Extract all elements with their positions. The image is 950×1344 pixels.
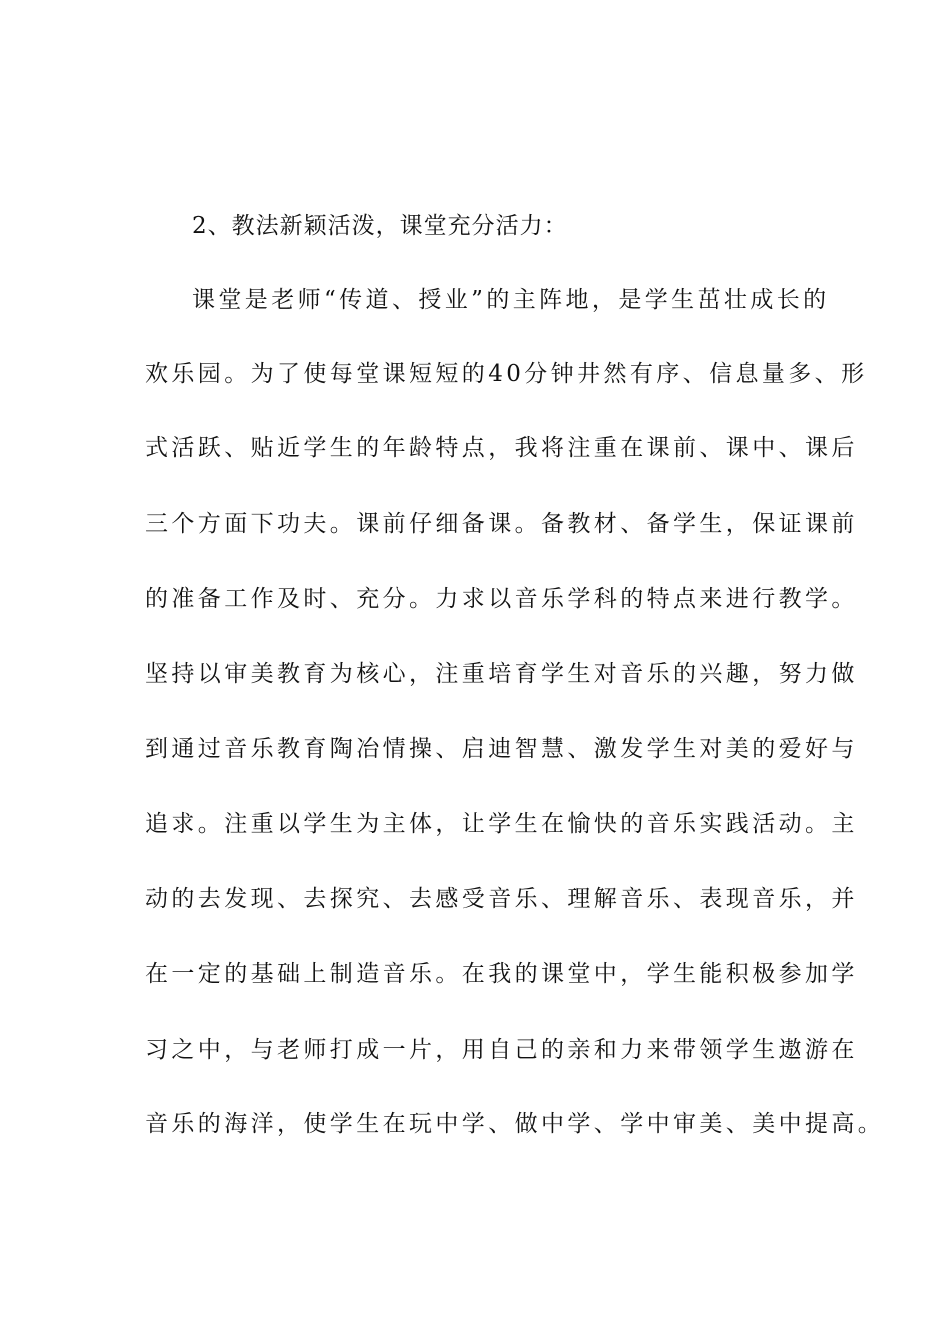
section-heading: 2、教法新颖活泼，课堂充分活力： <box>192 213 568 239</box>
paragraph-line: 课堂是老师“传道、授业”的主阵地，是学生茁壮成长的 <box>192 287 830 313</box>
paragraph-line: 在一定的基础上制造音乐。在我的课堂中，学生能积极参加学 <box>145 961 858 987</box>
paragraph-line: 三个方面下功夫。课前仔细备课。备教材、备学生，保证课前 <box>145 511 858 537</box>
paragraph-line: 式活跃、贴近学生的年龄特点，我将注重在课前、课中、课后 <box>145 435 858 461</box>
paragraph-line: 的准备工作及时、充分。力求以音乐学科的特点来进行教学。 <box>145 586 858 612</box>
paragraph-line: 习之中，与老师打成一片，用自己的亲和力来带领学生遨游在 <box>145 1037 858 1063</box>
paragraph-line: 到通过音乐教育陶冶情操、启迪智慧、激发学生对美的爱好与 <box>145 736 858 762</box>
paragraph-line: 追求。注重以学生为主体，让学生在愉快的音乐实践活动。主 <box>145 811 858 837</box>
paragraph-line: 动的去发现、去探究、去感受音乐、理解音乐、表现音乐，并 <box>145 886 858 912</box>
paragraph-line: 坚持以审美教育为核心，注重培育学生对音乐的兴趣，努力做 <box>145 661 858 687</box>
paragraph-line: 音乐的海洋，使学生在玩中学、做中学、学中审美、美中提高。 <box>145 1111 885 1137</box>
paragraph-line: 欢乐园。为了使每堂课短短的40分钟井然有序、信息量多、形 <box>145 361 868 387</box>
